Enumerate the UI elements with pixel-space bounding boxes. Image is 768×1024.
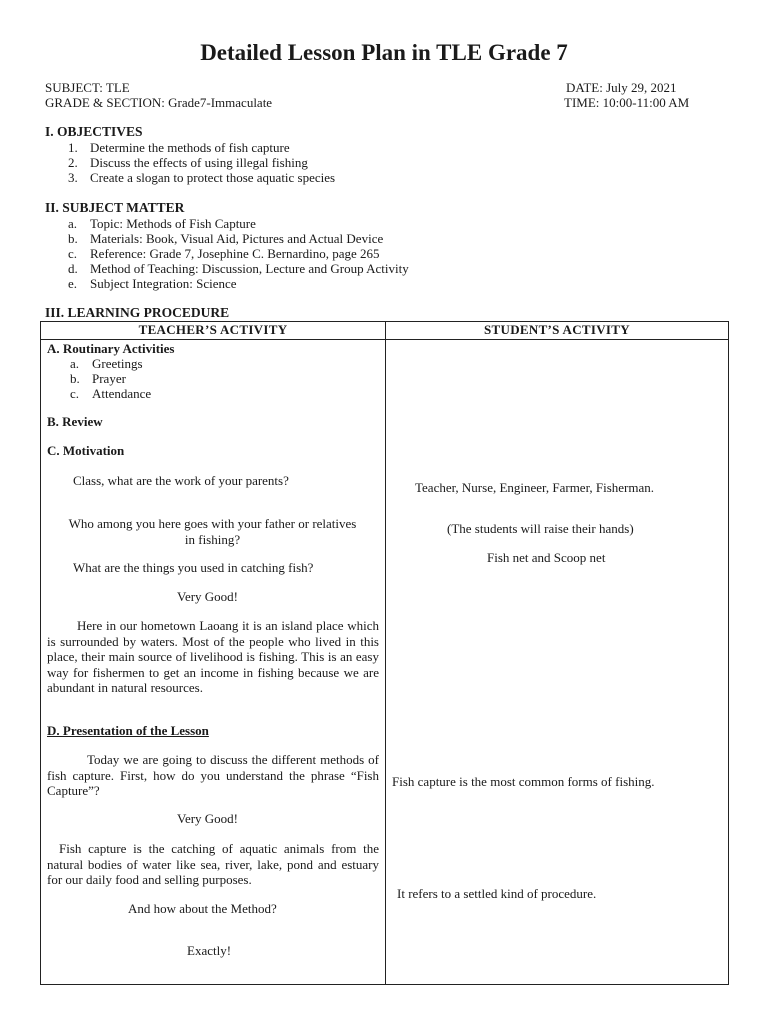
list-item: 2. Discuss the effects of using illegal fishing [68,155,308,170]
page-title: Detailed Lesson Plan in TLE Grade 7 [200,40,568,65]
affirmation-text: Exactly! [187,943,232,958]
teacher-activity-cell [41,340,386,985]
answer-fish-capture: Fish capture is the most common forms of fishing. [392,774,655,789]
question-method: And how about the Method? [128,901,277,916]
routinary-heading: A. Routinary Activities [47,341,175,356]
subject-line: SUBJECT: TLE [45,80,130,95]
question-parents-work: Class, what are the work of your parents? [73,473,289,488]
subject-matter-heading: II. SUBJECT MATTER [45,200,185,215]
answer-fishing-tools: Fish net and Scoop net [487,550,606,565]
procedure-heading: III. LEARNING PROCEDURE [45,305,230,320]
student-activity-header: STUDENT’S ACTIVITY [386,322,729,340]
list-item: 3. Create a slogan to protect those aquatic species [68,170,336,185]
question-fishing-relatives: Who among you here goes with your father or relatives in fishing? [68,516,357,547]
praise-text: Very Good! [177,811,239,826]
table-header-row [41,322,729,340]
teacher-activity-header: TEACHER’S ACTIVITY [41,322,386,340]
fish-capture-definition: Fish capture is the catching of aquatic animals from the natural bodies of water like sea, river, lake, pond and estuary for our daily food and selling purposes. [47,841,379,887]
question-fishing-tools: What are the things you used in catching fish? [73,560,314,575]
lesson-intro-paragraph: Today we are going to discuss the different methods of fish capture. First, how do you understand the phrase “Fish Capture”? [47,752,379,798]
review-heading: B. Review [47,414,103,429]
learning-procedure-table [40,321,729,985]
answer-parents-work: Teacher, Nurse, Engineer, Farmer, Fisherman. [415,480,655,495]
list-item: a. Greetings [70,356,143,371]
time-line: TIME: 10:00-11:00 AM [564,95,690,110]
presentation-heading: D. Presentation of the Lesson [47,723,209,738]
list-item: c. Attendance [70,386,152,401]
list-item: b. Materials: Book, Visual Aid, Pictures and Actual Device [68,231,384,246]
list-item: e. Subject Integration: Science [68,276,237,291]
list-item: c. Reference: Grade 7, Josephine C. Bernardino, page 265 [68,246,380,261]
list-item: 1. Determine the methods of fish capture [68,140,290,155]
praise-text: Very Good! [177,589,239,604]
date-line: DATE: July 29, 2021 [566,80,677,95]
list-item: a. Topic: Methods of Fish Capture [68,216,256,231]
hometown-paragraph: Here in our hometown Laoang it is an island place which is surrounded by waters. Most of the people who lived in this place, their main source of livelihood is fishing. This is an easy way for fishermen to get an income in fishing because we are abundant in natural resources. [47,618,379,695]
answer-raise-hands: (The students will raise their hands) [447,521,634,536]
motivation-heading: C. Motivation [47,443,125,458]
answer-method: It refers to a settled kind of procedure. [397,886,597,901]
objectives-heading: I. OBJECTIVES [45,124,143,139]
student-activity-cell [386,340,729,985]
grade-section-line: GRADE & SECTION: Grade7-Immaculate [45,95,273,110]
list-item: b. Prayer [70,371,126,386]
list-item: d. Method of Teaching: Discussion, Lecture and Group Activity [68,261,409,276]
table-row [41,340,729,985]
